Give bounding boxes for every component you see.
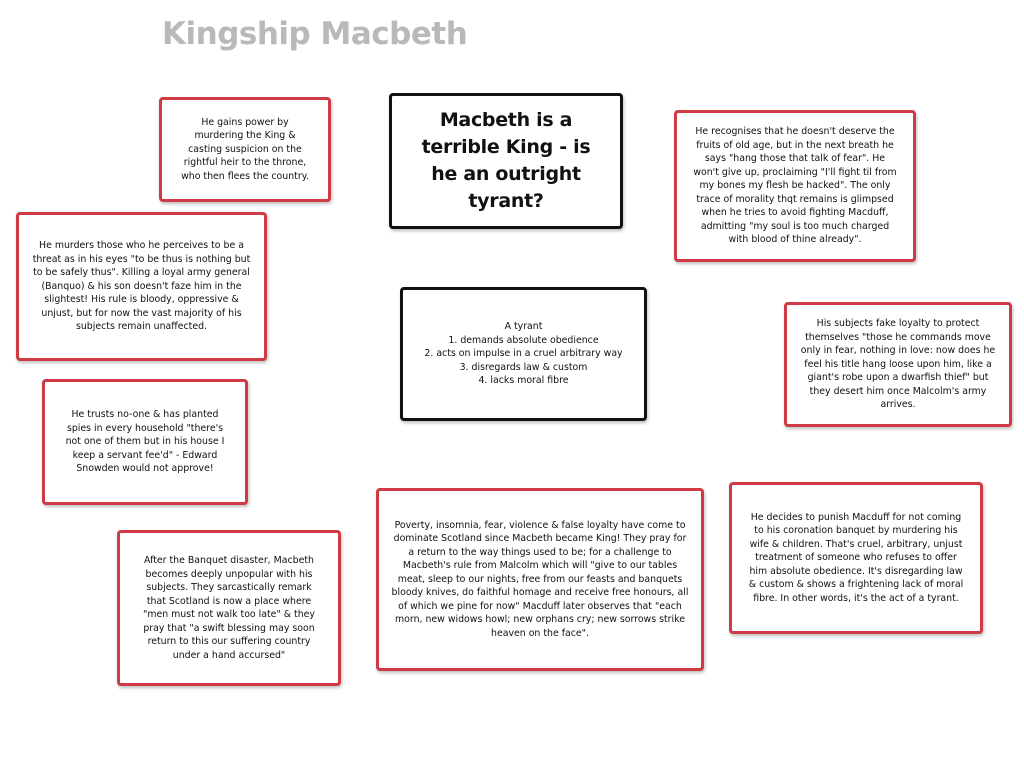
note-recognises-text: He recognises that he doesn't deserve the fruits of old age, but in the next breath he says "hang those that talk of fear". He won't give up, proclaiming "I'll fight til from my bones my flesh be hacked". The only trace of morality thqt remains is glimpsed when he tries to avoid fighting Macduff, admitting "my soul is too much charged with blood of thine already". [693,126,897,246]
note-trusts-no-one-text: He trusts no-one & has planted spies in every household "there's not one of them but in his house I keep a servant fee'd" - Edward Snowden would not approve! [65,409,225,475]
definition-item: 1. demands absolute obedience [448,334,599,346]
note-gains-power-text: He gains power by murdering the King & casting suspicion on the rightful heir to the throne, who then flees the country. [181,116,309,182]
note-fake-loyalty-text: His subjects fake loyalty to protect themselves "those he commands move only in fear, nothing in love: now does he feel his title hang loose upon him, like a giant's robe upon a dwarfish thief" but they desert him once Malcolm's army arrives. [800,318,996,411]
definition-item: 3. disregards law & custom [459,361,588,373]
note-gains-power [159,97,331,202]
note-banquet-text: After the Banquet disaster, Macbeth becomes deeply unpopular with his subjects. They sarcastically remark that Scotland is now a place where "men must not walk too late" & they pray that "a swift blessing may soon return to this our suffering country under a hand accursed" [143,555,315,661]
tyrant-definition-list [424,320,622,388]
central-question-box [389,93,623,229]
note-punish-macduff [729,482,983,634]
page-title: Kingship Macbeth [162,16,468,52]
note-recognises [674,110,916,262]
note-murders-threats [16,212,267,361]
definition-item: 4. lacks moral fibre [478,375,569,387]
tyrant-definition-box [400,287,647,421]
note-poverty-text: Poverty, insomnia, fear, violence & false loyalty have come to dominate Scotland since Macbeth became King! They pray for a return to the way things used to be; for a challenge to Macbeth's rule from Malcolm which will "give to our tables meat, sleep to our nights, free from our feasts and banquets bloody knives, do faithful homage and receive free honours, all of which we pine for now" Macduff later observes that "each morn, new widows howl; new orphans cry; new sorrows strike heaven on the face". [391,519,689,639]
note-banquet [117,530,341,686]
note-fake-loyalty [784,302,1012,427]
central-question-text: Macbeth is a terrible King - is he an outright tyrant? [421,109,591,212]
definition-item: 2. acts on impulse in a cruel arbitrary way [424,348,623,360]
definition-heading: A tyrant [504,321,543,333]
note-punish-macduff-text: He decides to punish Macduff for not coming to his coronation banquet by murdering his wife & children. That's cruel, arbitrary, unjust treatment of someone who refuses to offer him absolute obedience. It's disregarding law & custom & shows a frightening lack of moral fibre. In other words, it's the act of a tyrant. [748,511,964,604]
note-murders-threats-text: He murders those who he perceives to be a threat as in his eyes "to be thus is nothing but to be safely thus". Killing a loyal army general (Banquo) & his son doesn't faze him in the slightest! His rule is bloody, oppressive & unjust, but for now the vast majority of his subjects remain unaffected. [32,240,251,333]
note-poverty [376,488,704,671]
note-trusts-no-one [42,379,248,505]
